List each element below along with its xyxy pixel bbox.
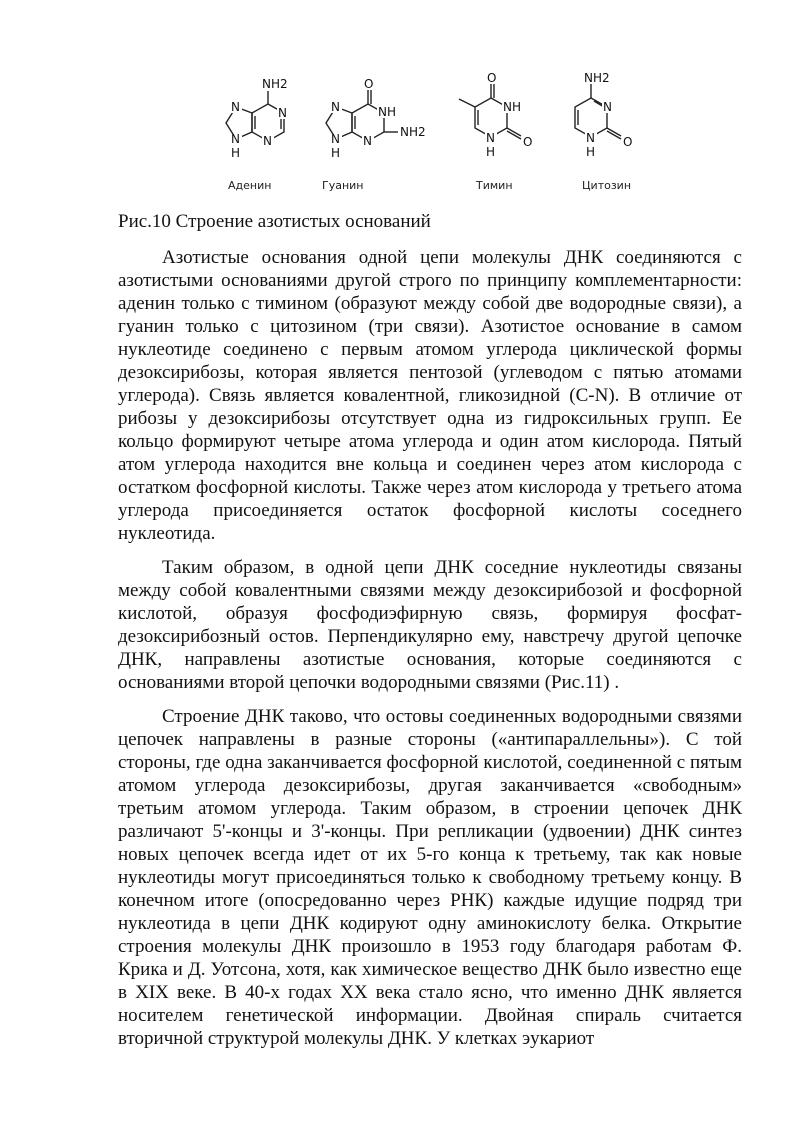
guanine-nh: NH bbox=[378, 105, 396, 119]
guanine-n3: N bbox=[363, 134, 372, 148]
thymine-o2: O bbox=[523, 135, 533, 149]
adenine-n3: N bbox=[263, 134, 272, 148]
thymine-nh: NH bbox=[503, 100, 521, 114]
guanine-n9: N bbox=[331, 132, 340, 146]
paragraph-2: Таким образом, в одной цепи ДНК соседние нуклеотиды связаны между собой ковалентными связями между дезоксирибозой и фосфорной кислотой, образуя фосфодиэфирную связь, формируя фосфат-дезоксирибозный остов. Перпендикулярно ему, навстречу другой цепочке ДНК, направлены азотистые основания, которые соединяются с основаниями второй цепочки водородными связями (Рис.11) . bbox=[118, 557, 742, 693]
cytosine-n3: N bbox=[603, 100, 612, 114]
cytosine-o: O bbox=[623, 135, 633, 149]
adenine-n9: N bbox=[231, 132, 240, 146]
figure-caption: Рис.10 Строение азотистых оснований bbox=[118, 211, 431, 232]
adenine-nh2: NH2 bbox=[262, 77, 288, 91]
thymine-h: H bbox=[486, 145, 496, 159]
bases-structures-svg bbox=[216, 72, 640, 200]
guanine-nh2: NH2 bbox=[400, 125, 426, 139]
guanine-h: H bbox=[331, 146, 341, 160]
thymine-n1: N bbox=[486, 131, 495, 145]
label-cytosine: Цитозин bbox=[582, 179, 632, 192]
label-thymine: Тимин bbox=[476, 179, 513, 192]
paragraph-1: Азотистые основания одной цепи молекулы ДНК соединяются с азотистыми основаниями другой строго по принципу комплементарности: аденин только с тимином (образуют между собой две водородные связи), а гуанин только с цитозином (три связи). Азотистое основание в самом нуклеотиде соединено с первым атомом углерода циклической формы дезоксирибозы, которая является пентозой (углеводом с пятью атомами углерода). Связь является ковалентной, гликозидной (C-N). В отличие от рибозы у дезоксирибозы отсутствует одна из гидроксильных групп. Ее кольцо формируют четыре атома углерода и один атом кислорода. Пятый атом углерода находится вне кольца и соединен через атом кислорода с остатком фосфорной кислоты. Также через атом кислорода у третьего атома углерода присоединяется остаток фосфорной кислоты соседнего нуклеотида. bbox=[118, 247, 742, 544]
cytosine-structure bbox=[575, 84, 621, 139]
adenine-n7: N bbox=[231, 100, 240, 114]
paragraph-3: Строение ДНК таково, что остовы соединенных водородными связями цепочек направлены в разные стороны («антипараллельны»). С той стороны, где одна заканчивается фосфорной кислотой, соединенной с пятым атомом углерода дезоксирибозы, другая заканчивается «свободным» третьим атомом углерода. Таким образом, в строении цепочек ДНК различают 5'-концы и 3'-концы. При репликации (удвоении) ДНК синтез новых цепочек всегда идет от их 5-го конца к третьему, так как новые нуклеотиды могут присоединяться только к свободному третьему концу. В конечном итоге (опосредованно через РНК) каждые идущие подряд три нуклеотида в цепи ДНК кодируют одну аминокислоту белка. Открытие строения молекулы ДНК произошло в 1953 году благодаря работам Ф. Крика и Д. Уотсона, хотя, как химическое вещество ДНК было известно еще в XIX веке. В 40-х годах XX века стало ясно, что именно ДНК является носителем генетической информации. Двойная спираль считается вторичной структурой молекулы ДНК. У клетках эукариот bbox=[118, 706, 742, 1049]
label-adenine: Аденин bbox=[228, 179, 272, 192]
adenine-n1: N bbox=[278, 106, 287, 120]
guanine-o: O bbox=[364, 77, 374, 91]
document-body bbox=[118, 246, 742, 1061]
cytosine-h: H bbox=[586, 145, 596, 159]
label-guanine: Гуанин bbox=[322, 179, 364, 192]
cytosine-n1: N bbox=[586, 131, 595, 145]
adenine-h: H bbox=[231, 146, 241, 160]
cytosine-nh2: NH2 bbox=[584, 72, 610, 85]
thymine-o4: O bbox=[487, 72, 497, 85]
nitrogenous-bases-figure bbox=[216, 72, 640, 200]
guanine-n7: N bbox=[331, 100, 340, 114]
